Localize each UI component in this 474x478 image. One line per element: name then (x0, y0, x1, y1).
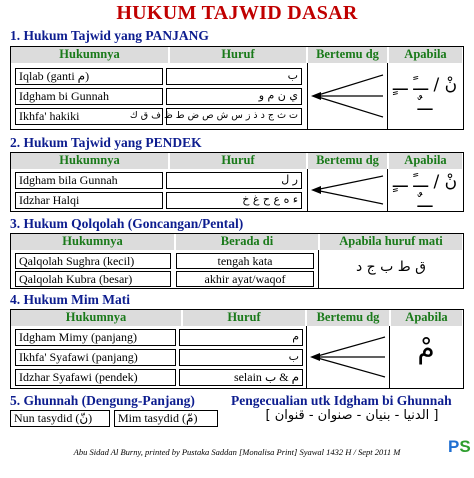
s3-header-berada: Berada di (176, 234, 318, 250)
s2-header-apabila: Apabila (389, 153, 462, 169)
s1-row3-letters: ت ث ج د ذ ز س ش ص ض ط ظ ف ق ك (166, 108, 302, 125)
s4-row1-name: Idgham Mimy (panjang) (15, 329, 176, 346)
s1-apabila-letters: نْ / ـــً ـــٍ ـــٌ (392, 75, 458, 115)
s1-row1-letters: ب (166, 68, 302, 85)
s1-header-apabila: Apabila (389, 47, 462, 63)
s4-header-apabila: Apabila (391, 310, 462, 326)
s2-row2-letters: ء ه ع ح غ خ (166, 192, 302, 209)
s1-row1-name: Iqlab (ganti م) (15, 68, 163, 85)
s2-row1-name: Idgham bila Gunnah (15, 172, 163, 189)
s2-arrows-icon (309, 170, 386, 210)
exception-heading: Pengecualian utk Idgham bi Ghunnah (231, 393, 452, 408)
s4-header-bertemu: Bertemu dg (307, 310, 389, 326)
section-1-table (10, 46, 464, 130)
section-3-heading: 3. Hukum Qolqolah (Goncangan/Pental) (10, 216, 244, 231)
s4-row2-letters: ب (179, 349, 303, 366)
logo-letter-s: S (459, 437, 471, 456)
section-2-heading: 2. Hukum Tajwid yang PENDEK (10, 135, 202, 150)
s1-header-hukumnya: Hukumnya (11, 47, 168, 63)
s4-header-hukumnya: Hukumnya (11, 310, 181, 326)
section-3-table (10, 233, 464, 289)
section-2-table (10, 152, 464, 212)
s3-row2-name: Qalqolah Kubra (besar) (15, 271, 171, 287)
s1-row3-name: Ikhfa' hakiki (15, 108, 163, 125)
s1-row2-letters: ي ن م و (166, 88, 302, 105)
ps-logo (448, 437, 471, 457)
s4-apabila-letters: مْ (417, 332, 435, 365)
s1-row2-name: Idgham bi Gunnah (15, 88, 163, 105)
s2-header-huruf: Huruf (170, 153, 306, 169)
footer-credit: Abu Sidad Al Burny, printed by Pustaka Saddan [Monalisa Print] Syawal 1432 H / Sept 2011 M (73, 447, 401, 457)
s4-row1-letters: م (179, 329, 303, 346)
s2-apabila-letters: نْ / ـــً ـــٍ ـــٌ (392, 172, 458, 212)
s4-arrows-icon (308, 327, 388, 387)
section-4-heading: 4. Hukum Mim Mati (10, 292, 130, 307)
s1-arrows-icon (309, 65, 386, 127)
exception-words: [ الدنيا - بنيان - صنوان - قنوان ] (265, 408, 439, 423)
s4-row3-name: Idzhar Syafawi (pendek) (15, 369, 176, 386)
s3-header-apabila: Apabila huruf mati (320, 234, 462, 250)
s3-header-hukumnya: Hukumnya (11, 234, 174, 250)
section-1-heading: 1. Hukum Tajwid yang PANJANG (10, 28, 209, 43)
s4-header-huruf: Huruf (183, 310, 305, 326)
s2-row2-name: Idzhar Halqi (15, 192, 163, 209)
s1-header-huruf: Huruf (170, 47, 306, 63)
ghunnah-mim-tasydid: Mim tasydid (مّ) (114, 410, 218, 427)
s1-header-bertemu: Bertemu dg (308, 47, 387, 63)
s3-qolqolah-letters: ق ط ب ج د (355, 259, 427, 275)
section-5-heading: 5. Ghunnah (Dengung-Panjang) (10, 393, 195, 408)
ghunnah-nun-tasydid: Nun tasydid (نّ) (10, 410, 110, 427)
logo-letter-p: P (448, 437, 460, 456)
s3-row1-name: Qalqolah Sughra (kecil) (15, 253, 171, 269)
s4-row2-name: Ikhfa' Syafawi (panjang) (15, 349, 176, 366)
s3-row1-where: tengah kata (176, 253, 314, 269)
s2-header-hukumnya: Hukumnya (11, 153, 168, 169)
s4-row3-letters: selain م & ب (179, 369, 303, 386)
s2-header-bertemu: Bertemu dg (308, 153, 387, 169)
page-title: HUKUM TAJWID DASAR (116, 2, 358, 24)
section-4-table (10, 309, 464, 389)
s2-row1-letters: ر ل (166, 172, 302, 189)
s3-row2-where: akhir ayat/waqof (176, 271, 314, 287)
